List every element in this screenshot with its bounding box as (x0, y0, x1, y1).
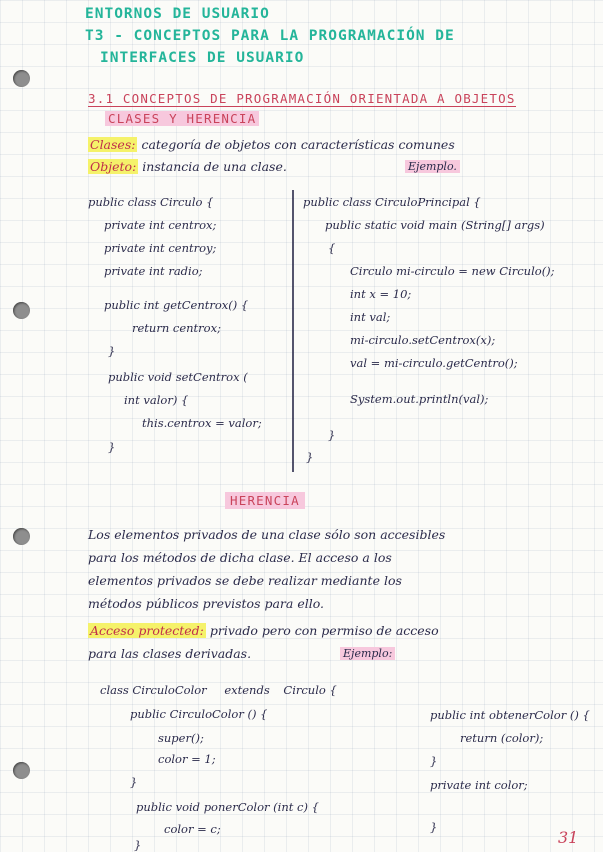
code-line: } (130, 775, 138, 789)
code-extends-keyword: extends (224, 683, 270, 697)
acceso-definition-line2: para las clases derivadas. (88, 646, 252, 661)
code-line: Circulo mi-circulo = new Circulo(); (350, 264, 555, 278)
code-line: public class CirculoPrincipal { (303, 195, 481, 209)
code-line: color = 1; (158, 752, 216, 766)
code-line: } (430, 754, 438, 768)
code-line: public int getCentrox() { (104, 298, 249, 312)
binder-hole (13, 302, 30, 319)
code-line: } (108, 344, 116, 358)
ejemplo-label-2 (340, 647, 395, 660)
code-line: val = mi-circulo.getCentro(); (350, 356, 518, 370)
code-line: private int centrox; (104, 218, 217, 232)
code-line: } (328, 428, 336, 442)
code-line: int x = 10; (350, 287, 412, 301)
herencia-heading: HERENCIA (225, 492, 305, 509)
ejemplo-label (405, 160, 460, 173)
acceso-term: Acceso protected: (90, 623, 204, 638)
code-line: private int color; (430, 778, 528, 792)
header-title-line1: ENTORNOS DE USUARIO (85, 6, 270, 22)
section-heading: 3.1 CONCEPTOS DE PROGRAMACIÓN ORIENTADA A OBJETOS (88, 91, 516, 106)
code-line: this.centrox = valor; (142, 416, 262, 430)
section-subheading-text: CLASES Y HERENCIA (105, 111, 259, 126)
code-line: public class Circulo { (88, 195, 214, 209)
definition-acceso (88, 623, 439, 638)
binder-hole (13, 528, 30, 545)
definition-clases (88, 137, 455, 152)
herencia-paragraph-line: métodos públicos previstos para ello. (88, 596, 324, 611)
column-divider (292, 190, 294, 472)
code-line: private int centroy; (104, 241, 217, 255)
code-line: } (134, 838, 142, 852)
binder-hole (13, 70, 30, 87)
code-line: } (108, 440, 116, 454)
clases-term: Clases: (90, 137, 136, 152)
page-number: 31 (558, 828, 579, 847)
code-line: color = c; (164, 822, 221, 836)
herencia-paragraph-line: Los elementos privados de una clase sólo son accesibles (88, 527, 446, 542)
code-line: super(); (158, 731, 204, 745)
code-line (100, 683, 337, 697)
code-line: } (430, 820, 438, 834)
code-line: public static void main (String[] args) (325, 218, 545, 232)
herencia-paragraph-line: elementos privados se debe realizar mediante los (88, 573, 402, 588)
code-line: { (328, 241, 336, 255)
acceso-definition: privado pero con permiso de acceso (209, 623, 439, 638)
code-class-name: class CirculoColor (100, 683, 207, 697)
code-line: private int radio; (104, 264, 203, 278)
code-line: public int obtenerColor () { (430, 708, 590, 722)
section-subheading (105, 111, 259, 126)
clases-definition: categoría de objetos con características comunes (141, 137, 455, 152)
ejemplo-text-2: Ejemplo: (340, 647, 395, 660)
header-title-line3: INTERFACES DE USUARIO (100, 50, 305, 66)
definition-objeto (88, 159, 287, 174)
code-line: } (306, 450, 314, 464)
code-line: mi-circulo.setCentrox(x); (350, 333, 496, 347)
code-line: System.out.println(val); (350, 392, 489, 406)
code-line: return (color); (460, 731, 544, 745)
objeto-definition: instancia de una clase. (142, 159, 287, 174)
ejemplo-text: Ejemplo. (405, 160, 460, 173)
code-line: int val; (350, 310, 391, 324)
herencia-paragraph-line: para los métodos de dicha clase. El acceso a los (88, 550, 392, 565)
code-line: int valor) { (124, 393, 189, 407)
objeto-term: Objeto: (90, 159, 137, 174)
code-parent-class: Circulo { (283, 683, 337, 697)
code-line: public void ponerColor (int c) { (136, 800, 319, 814)
code-line: public CirculoColor () { (130, 707, 268, 721)
header-title-line2: T3 - CONCEPTOS PARA LA PROGRAMACIÓN DE (85, 28, 455, 44)
binder-hole (13, 762, 30, 779)
code-line: return centrox; (132, 321, 221, 335)
code-line: public void setCentrox ( (108, 370, 248, 384)
